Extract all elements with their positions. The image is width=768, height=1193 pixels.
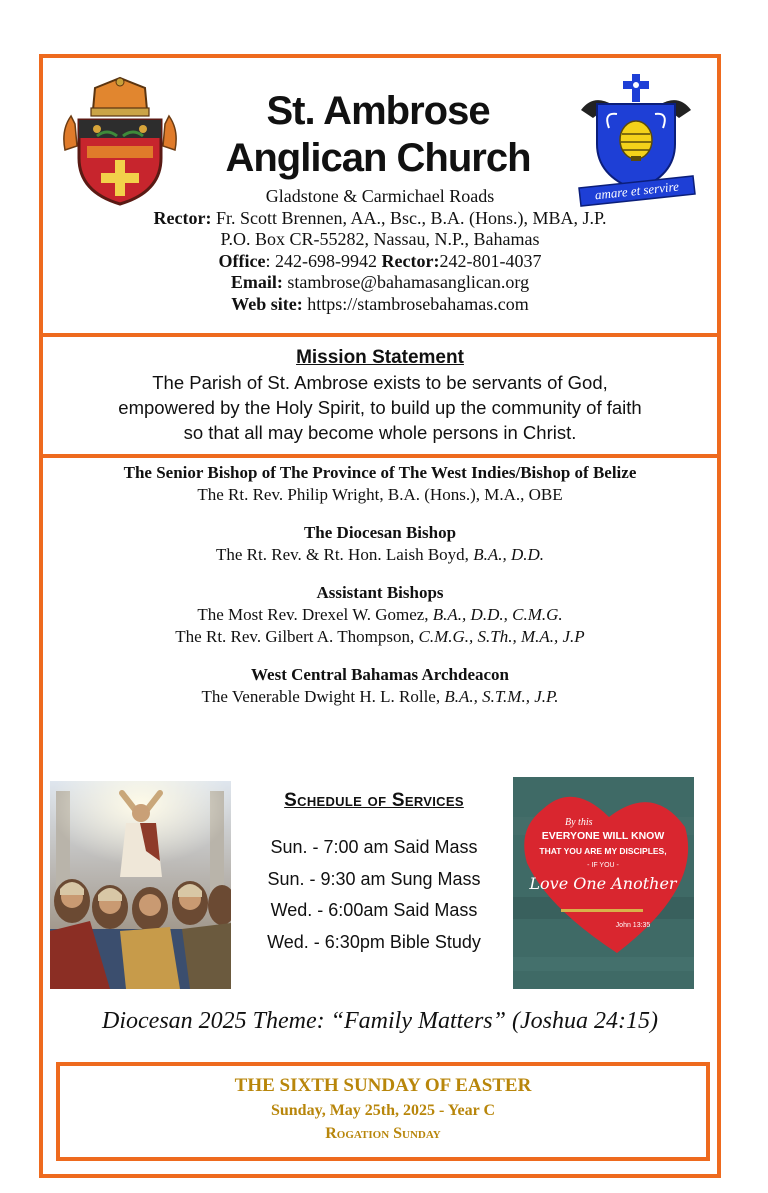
diocesan-bishop-credentials: B.A., D.D. xyxy=(473,545,545,564)
jesus-disciples-image xyxy=(50,781,231,989)
rector-value: Fr. Scott Brennen, AA., Bsc., B.A. (Hons.), MBA, J.P. xyxy=(215,207,607,228)
assistant-bishops-heading: Assistant Bishops xyxy=(316,583,444,602)
archdeacon-heading: West Central Bahamas Archdeacon xyxy=(251,665,509,684)
website-link[interactable]: https://stambrosebahamas.com xyxy=(307,293,529,314)
website-line xyxy=(43,294,717,316)
schedule-heading: Schedule of Services xyxy=(284,790,464,811)
service-item: Wed. - 6:30pm Bible Study xyxy=(267,931,481,952)
office-phone: : 242-698-9942 xyxy=(265,250,382,271)
assistant-bishop-name: The Rt. Rev. Gilbert A. Thompson, xyxy=(175,627,415,646)
poster-line3: - IF YOU - xyxy=(587,862,619,869)
phone-line xyxy=(43,251,717,273)
poster-by-this: By this xyxy=(565,817,593,828)
rector-phone-label: Rector: xyxy=(381,250,440,271)
service-item: Sun. - 9:30 am Sung Mass xyxy=(267,868,481,889)
po-box: P.O. Box CR-55282, Nassau, N.P., Bahamas xyxy=(220,229,540,249)
diocesan-theme: Diocesan 2025 Theme: “Family Matters” (Joshua 24:15) xyxy=(102,1008,658,1034)
email-label: Email: xyxy=(230,272,283,292)
senior-bishop-section xyxy=(43,462,717,506)
assistant-bishop-name: The Most Rev. Drexel W. Gomez, xyxy=(197,605,429,624)
diocesan-bishop-heading: The Diocesan Bishop xyxy=(303,523,457,542)
love-one-another-image xyxy=(513,777,694,989)
poster-line2: THAT YOU ARE MY DISCIPLES, xyxy=(539,846,667,856)
poster-reference: John 13:35 xyxy=(615,922,651,929)
church-title-line1: St. Ambrose xyxy=(266,89,490,133)
archdeacon-section xyxy=(43,664,717,708)
church-title xyxy=(183,88,573,182)
diocesan-bishop-name: The Rt. Rev. & Rt. Hon. Laish Boyd, xyxy=(215,545,469,564)
sunday-title: THE SIXTH SUNDAY OF EASTER xyxy=(234,1075,532,1096)
email-value[interactable]: stambrose@bahamasanglican.org xyxy=(287,272,530,292)
assistant-bishops-section xyxy=(43,582,717,648)
service-item: Wed. - 6:00am Said Mass xyxy=(270,900,478,920)
rector-label: Rector: xyxy=(153,207,212,228)
sunday-subtitle: Rogation Sunday xyxy=(325,1125,441,1142)
sunday-date: Sunday, May 25th, 2025 - Year C xyxy=(270,1102,496,1119)
senior-bishop-name: The Rt. Rev. Philip Wright, B.A. (Hons.), M.A., OBE xyxy=(197,485,563,504)
archdeacon-credentials: B.A., S.T.M., J.P. xyxy=(444,687,559,706)
church-title-line2: Anglican Church xyxy=(225,136,531,180)
sunday-title-box xyxy=(56,1062,710,1161)
archdeacon-name: The Venerable Dwight H. L. Rolle, xyxy=(201,687,441,706)
rector-phone: 242-801-4037 xyxy=(439,250,542,271)
office-label: Office xyxy=(218,250,266,271)
mission-statement xyxy=(39,333,721,458)
web-label: Web site: xyxy=(231,293,303,314)
poster-line1: EVERYONE WILL KNOW xyxy=(541,830,665,842)
page-frame xyxy=(39,54,721,1178)
mission-heading: Mission Statement xyxy=(296,347,464,368)
schedule-of-services xyxy=(243,790,505,958)
service-item: Sun. - 7:00 am Said Mass xyxy=(270,837,478,857)
contact-block xyxy=(43,186,717,315)
senior-bishop-heading: The Senior Bishop of The Province of The West Indies/Bishop of Belize xyxy=(123,463,637,482)
parish-motto: amare et servire xyxy=(594,178,680,203)
mission-line: The Parish of St. Ambrose exists to be servants of God, xyxy=(152,372,608,393)
rector-line xyxy=(43,208,717,230)
diocesan-bishop-section xyxy=(43,522,717,566)
poster-script: Love One Another xyxy=(529,874,677,893)
mission-line: empowered by the Holy Spirit, to build up the community of faith xyxy=(118,397,642,418)
mission-line: so that all may become whole persons in Christ. xyxy=(183,422,577,443)
assistant-bishop-credentials: C.M.G., S.Th., M.A., J.P xyxy=(418,627,585,646)
assistant-bishop-credentials: B.A., D.D., C.M.G. xyxy=(432,605,563,624)
clergy-list xyxy=(43,462,717,724)
church-header xyxy=(43,58,717,333)
church-address: Gladstone & Carmichael Roads xyxy=(265,186,495,206)
email-line xyxy=(43,272,717,294)
